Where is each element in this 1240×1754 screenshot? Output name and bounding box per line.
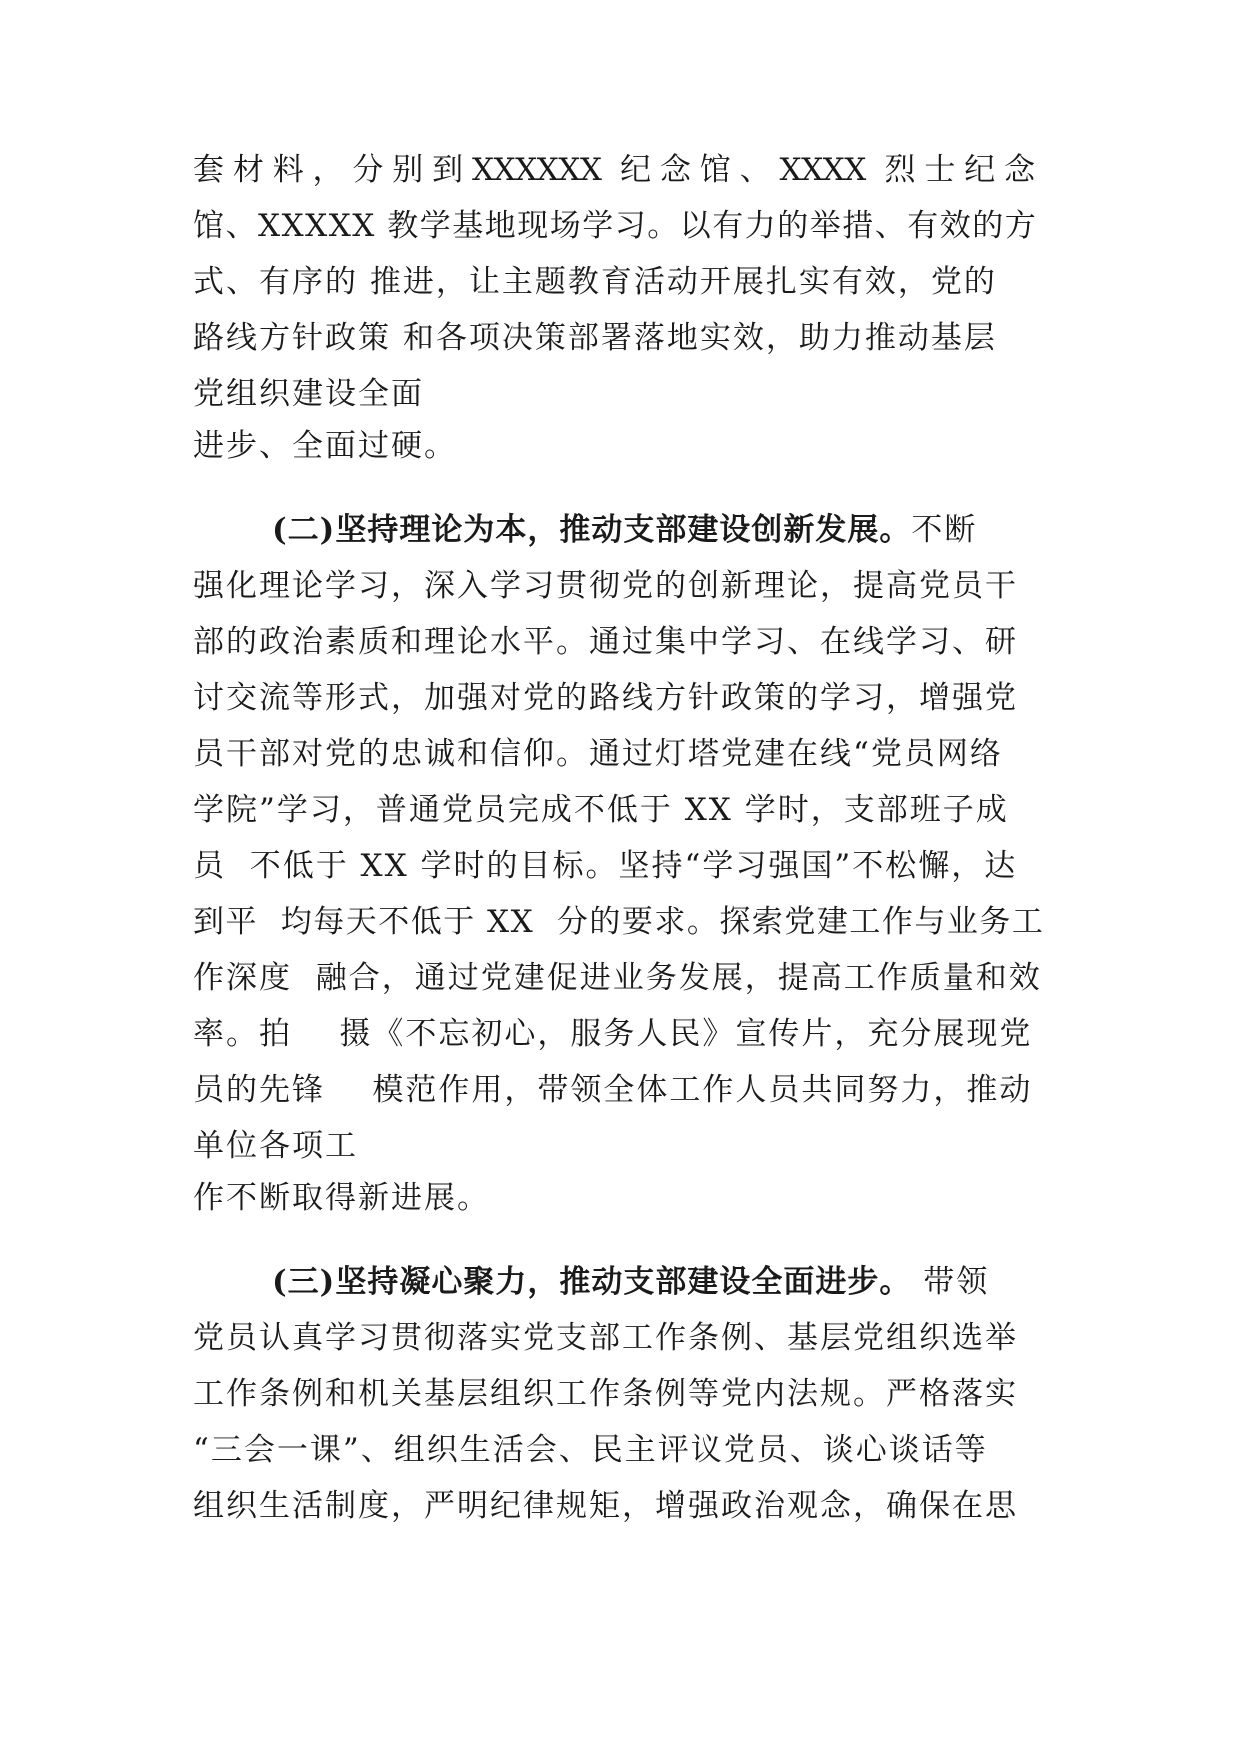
section-first-line: [272, 1262, 989, 1302]
paragraph-line: 到平 均每天不低于 XX 分的要求。探索党建工作与业务工: [193, 904, 1045, 940]
paragraph-line: 工作条例和机关基层组织工作条例等党内法规。严格落实: [193, 1376, 1018, 1412]
paragraph-line: 员 不低于 XX 学时的目标。坚持“学习强国”不松懈，达: [193, 848, 1018, 884]
section-heading: (二)坚持理论为本，推动支部建设创新发展。: [272, 512, 912, 548]
paragraph-line: 强化理论学习，深入学习贯彻党的创新理论，提高党员干: [193, 568, 1018, 604]
paragraph-line: 党组织建设全面: [193, 376, 424, 412]
paragraph-line: 部的政治素质和理论水平。通过集中学习、在线学习、研: [193, 624, 1018, 660]
paragraph-line: 作不断取得新进展。: [193, 1180, 490, 1216]
section-first-line: [272, 510, 977, 550]
paragraph-line: 学院”学习，普通党员完成不低于 XX 学时，支部班子成: [193, 792, 1009, 828]
paragraph-line: 套 材 料 ， 分 别 到 XXXXXX 纪 念 馆 、 XXXX 烈 士 纪 念: [193, 152, 1035, 188]
paragraph-line: 率。拍 摄《不忘初心，服务人民》宣传片，充分展现党: [193, 1016, 1033, 1052]
paragraph-line: 组织生活制度，严明纪律规矩，增强政治观念，确保在思: [193, 1488, 1018, 1524]
paragraph-line: “三会一课”、组织生活会、民主评议党员、谈心谈话等: [193, 1432, 988, 1468]
section-heading: (三)坚持凝心聚力，推动支部建设全面进步。: [272, 1264, 912, 1300]
paragraph-line: 讨交流等形式，加强对党的路线方针政策的学习，增强党: [193, 680, 1018, 716]
paragraph-line: 进步、全面过硬。: [193, 428, 457, 464]
section-heading-continuation: 带领: [911, 1264, 990, 1300]
paragraph-line: 单位各项工: [193, 1128, 358, 1164]
paragraph-line: 馆、XXXXX 教学基地现场学习。以有力的举措、有效的方: [193, 208, 1038, 244]
paragraph-line: 式、有序的 推进，让主题教育活动开展扎实有效，党的: [193, 264, 997, 300]
paragraph-line: 作深度 融合，通过党建促进业务发展，提高工作质量和效: [193, 960, 1042, 996]
paragraph-line: 员干部对党的忠诚和信仰。通过灯塔党建在线“党员网络: [193, 736, 1003, 772]
section-heading-continuation: 不断: [911, 512, 978, 548]
paragraph-line: 员的先锋 模范作用，带领全体工作人员共同努力，推动: [193, 1072, 1033, 1108]
paragraph-line: 路线方针政策 和各项决策部署落地实效，助力推动基层: [193, 320, 997, 356]
paragraph-line: 党员认真学习贯彻落实党支部工作条例、基层党组织选举: [193, 1320, 1018, 1356]
